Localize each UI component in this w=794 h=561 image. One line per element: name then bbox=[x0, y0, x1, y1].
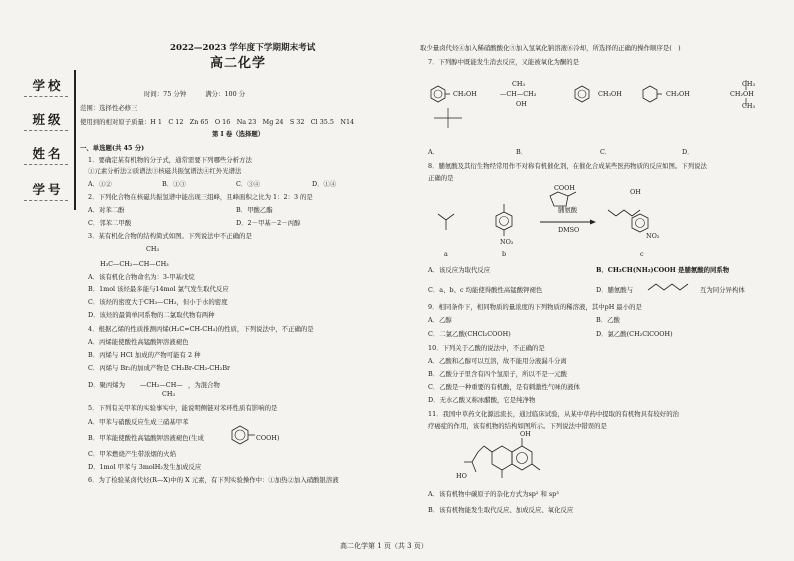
volume-title: 第 I 卷（选择题） bbox=[212, 130, 265, 138]
q2-option-a: A．对苯二酚 bbox=[88, 206, 125, 214]
q4-option-d: D．聚丙烯为 bbox=[88, 381, 126, 389]
q8-isomer-chain bbox=[646, 280, 696, 294]
q2-option-c: C．邻苯二甲酸 bbox=[88, 219, 132, 227]
q7-e-methyl-top: CH₃ bbox=[742, 80, 756, 88]
q11-acid-ho: HO bbox=[456, 472, 467, 480]
q9-option-c: C．二氯乙酸(CHCl₂COOH) bbox=[428, 330, 511, 338]
q8-nitro-b: NO₂ bbox=[500, 238, 514, 246]
number-label: 学号 bbox=[32, 182, 64, 197]
q4-text: 4．根据乙烯的性质推测丙烯(H₂C=CH-CH₃)的性质，下列说法中，不正确的是 bbox=[88, 325, 314, 333]
q8-option-a: A．该反应为取代反应 bbox=[428, 266, 491, 274]
q4-option-a: A．丙烯能使酸性高锰酸钾溶液褪色 bbox=[88, 338, 189, 346]
q9-option-a: A．乙醇 bbox=[428, 316, 452, 324]
q11-option-b: B．该有机物能发生取代反应、加成反应、氧化反应 bbox=[428, 506, 574, 514]
q7-alcohol-structures bbox=[428, 72, 782, 132]
q8-text: 8．脯氨酸及其衍生物经常用作不对称有机催化剂，在催化合成某些医药物质的反应如图。下列说法 bbox=[428, 162, 707, 170]
q11-text: 11．我国中草药文化源远流长，通过临床试验，从某中草药中提取的有机物具有较好的治 bbox=[428, 410, 679, 418]
q6-text: 6．为了检验某卤代烃(R—X)中的 X 元素，有下列实验操作中：①加热②加入硝酸银溶液 bbox=[88, 476, 339, 484]
q4-option-c: C．丙烯与 Br₂的加成产物是 CH₂Br-CH₂-CH₂Br bbox=[88, 364, 231, 372]
atomic-masses: 使用到的相对原子质量：H 1 C 12 Zn 65 O 16 Na 23 Mg 24 S 32 Cl 35.5 N14 bbox=[80, 118, 355, 126]
q5-option-a: A．甲苯与硝酸反应生成三硝基甲苯 bbox=[88, 418, 189, 426]
q2-option-b: B．甲酸乙酯 bbox=[236, 206, 273, 214]
school-line bbox=[24, 96, 68, 97]
section-title: 一、单选题(共 45 分) bbox=[80, 144, 145, 152]
q8-label-c: c bbox=[640, 250, 644, 258]
q5-option-c: C．甲苯燃烧产生带浓烟的火焰 bbox=[88, 450, 176, 458]
q7-text: 7．下列醇中既能发生消去反应，又能被氧化为酮的是 bbox=[428, 58, 580, 66]
q5-text: 5．下列有关甲苯的实验事实中，能说明侧链对苯环性质有影响的是 bbox=[88, 404, 278, 412]
class-label: 班级 bbox=[32, 112, 64, 127]
q5-option-d: D．1mol 甲苯与 3molH₂发生加成反应 bbox=[88, 463, 202, 471]
class-line bbox=[24, 130, 68, 131]
q3-option-d: D．该烃的最简单同系物的二氯取代物有两种 bbox=[88, 311, 215, 319]
q6-continued: 取少量卤代烃④加入稀硝酸酸化⑤加入氢氧化钠溶液⑥冷却，所选择的正确的操作顺序是( ) bbox=[420, 44, 681, 52]
q11-hydroxyl: OH bbox=[520, 430, 531, 438]
q1-option-a: A．①② bbox=[88, 180, 112, 188]
number-line bbox=[24, 200, 68, 201]
q7-option-c: C． bbox=[600, 148, 612, 156]
q10-option-b: B．乙酸分子里含有四个氢原子，所以不是一元酸 bbox=[428, 370, 567, 378]
q7-c-methanol: CH₃OH bbox=[598, 90, 622, 98]
q10-text: 10．下列关于乙酸的说法中，不正确的是 bbox=[428, 344, 545, 352]
q4-polymer-tail: ，为混合物 bbox=[188, 381, 220, 389]
q10-option-a: A．乙酸和乙醇可以互溶，故不能用分液漏斗分离 bbox=[428, 357, 567, 365]
q3-option-a: A．该有机化合物命名为：3-甲基戊烷 bbox=[88, 273, 195, 281]
q8-label-a: a bbox=[444, 250, 448, 258]
q4-option-b: B．丙烯与 HCl 加成的产物可能有 2 种 bbox=[88, 351, 201, 359]
q11-line2: 疗癌症的作用，该有机物的结构如图所示。下列说法中错误的是 bbox=[428, 422, 607, 430]
q4-polymer-methyl: CH₃ bbox=[162, 390, 176, 398]
q10-option-c: C．乙酸是一种重要的有机酸，是有刺激性气味的液体 bbox=[428, 383, 580, 391]
q8-option-d: D．脯氨酸与 bbox=[596, 286, 634, 294]
q7-benzyl-alcohol: CH₂OH bbox=[453, 90, 477, 98]
q8-option-d-tail: 互为同分异构体 bbox=[700, 286, 745, 294]
q8-reaction-scheme bbox=[428, 184, 768, 260]
q9-text: 9．相同条件下，相同物质的量浓度的下列物质的稀溶液，其中pH 最小的是 bbox=[428, 303, 642, 311]
student-info-sidebar bbox=[22, 70, 76, 210]
page-footer: 高二化学第 1 页（共 3 页） bbox=[340, 542, 428, 550]
q7-e-alcohol: CH₂OH bbox=[730, 90, 754, 98]
q2-option-d: D．2－甲基－2－丙醇 bbox=[236, 219, 301, 227]
q7-e-methyl-bottom: CH₃ bbox=[742, 102, 756, 110]
q8-hydroxyl: OH bbox=[630, 188, 641, 196]
q7-option-a: A． bbox=[428, 148, 440, 156]
time-score: 时间：75 分钟 满分：100 分 bbox=[144, 90, 246, 98]
q11-option-a: A．该有机物中碳原子的杂化方式为sp² 和 sp³ bbox=[428, 490, 559, 498]
q1-option-d: D．①④ bbox=[312, 180, 337, 188]
q8-nitro-c: NO₂ bbox=[646, 232, 660, 240]
q1-option-c: C．③④ bbox=[236, 180, 261, 188]
q3-option-c: C．该烃的密度大于CH₃—CH₃，但小于水的密度 bbox=[88, 298, 228, 306]
q8-solvent: DMSO bbox=[558, 226, 580, 234]
q7-d-alcohol: CH₂OH bbox=[666, 90, 690, 98]
q7-option-b: B． bbox=[516, 148, 528, 156]
q3-struct: H₃C—CH₂—CH—CH₃ bbox=[100, 260, 169, 268]
subject-title: 高二化学 bbox=[210, 56, 267, 71]
q5-cooh: COOH) bbox=[256, 434, 280, 442]
q8-option-b: B．CH₂CH(NH₂)COOH 是脯氨酸的同系物 bbox=[596, 266, 730, 274]
q7-b-hydroxyl: OH bbox=[516, 100, 527, 108]
q3-option-b: B．1mol 该烃最多能与14mol 氯气发生取代反应 bbox=[88, 285, 229, 293]
q4-polymer: —CH₂—CH— bbox=[140, 381, 183, 389]
q3-text: 3．某有机化合物的结构简式如图。下列说法中不正确的是 bbox=[88, 232, 252, 240]
q1-option-b: B．①③ bbox=[162, 180, 186, 188]
name-label: 姓名 bbox=[32, 146, 64, 161]
q9-option-b: B．乙酸 bbox=[596, 316, 620, 324]
q10-option-d: D．无水乙酸又称冰醋酸，它是纯净物 bbox=[428, 396, 536, 404]
q8-cooh: COOH bbox=[554, 184, 575, 192]
scope: 范围：选择性必修三 bbox=[80, 104, 138, 112]
q7-option-d: D． bbox=[682, 148, 694, 156]
q2-text: 2．下列化合物在核磁共振氢谱中能出现三组峰，且峰面积之比为 1：2：3 的是 bbox=[88, 193, 313, 201]
q8-option-c: C．a、b、c 均能使得酸性高锰酸钾褪色 bbox=[428, 286, 543, 294]
q7-b-methyl: CH₃ bbox=[512, 80, 526, 88]
name-line bbox=[24, 164, 68, 165]
school-label: 学校 bbox=[32, 78, 64, 93]
q9-option-d: D．氯乙酸(CH₂ClCOOH) bbox=[596, 330, 673, 338]
exam-title: 2022—2023 学年度下学期期末考试 bbox=[170, 43, 316, 53]
q3-struct-methyl: CH₃ bbox=[146, 245, 160, 253]
q1-line2: ①元素分析法②质谱法③核磁共振氢谱法④红外光谱法 bbox=[88, 167, 242, 175]
q5-option-b: B．甲苯能使酸性高锰酸钾溶液褪色(生成 bbox=[88, 434, 204, 442]
q1-text: 1．要确定某有机物的分子式，通常需要下列哪些分析方法 bbox=[88, 156, 252, 164]
q7-b-chain: —CH—CH₃ bbox=[500, 90, 537, 98]
q8-catalyst: 脯氨酸 bbox=[558, 206, 578, 214]
q8-line2: 正确的是 bbox=[428, 174, 454, 182]
q8-label-b: b bbox=[502, 250, 507, 258]
